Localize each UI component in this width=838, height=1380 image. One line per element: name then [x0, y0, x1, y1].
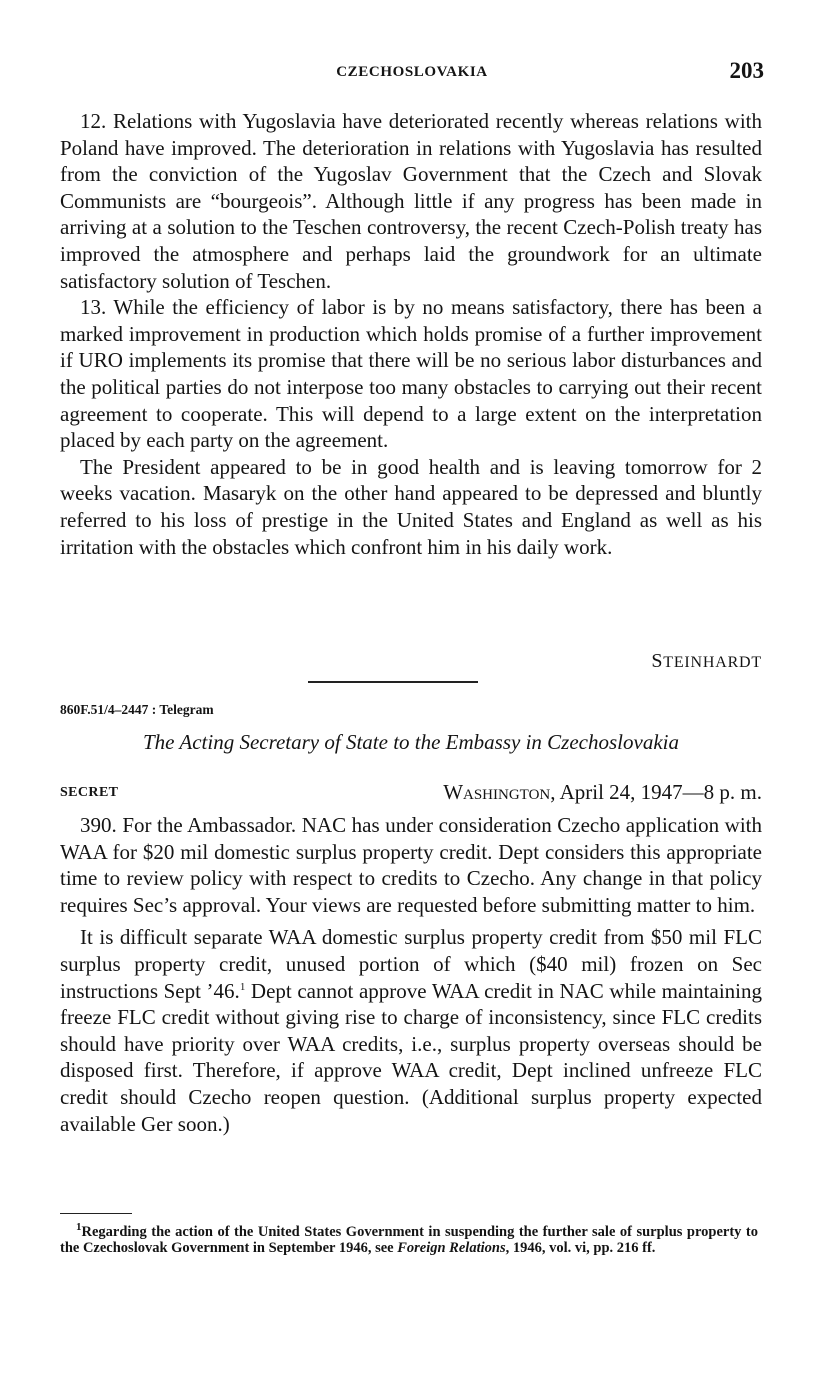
signature-rest: TEINHARDT — [663, 654, 762, 671]
paragraph-difficult-part2: Dept cannot approve WAA credit in NAC while maintaining freeze FLC credit without giving rise to charge of inconsistency, since FLC credits should have priority over WAA credits, i.e., surplus property overseas should be disposed first. Therefore, if approve WAA credit, Dept inclined unfreeze FLC credit should Czecho reopen question. (Additional surplus property expected available Ger soon.) — [60, 978, 762, 1136]
paragraph-12: 12. Relations with Yugoslavia have deteriorated recently whereas relations with Poland have improved. The deterioration in relations with Yugoslavia has resulted from the conviction of the Yugoslav Government that the Czech and Slovak Communists are “bourgeois”. Although little if any progress has been made in arriving at a solution to the Teschen controversy, the recent Czech-Polish treaty has improved the atmosphere and perhaps laid the groundwork for an ultimate satisfactory solution of Teschen. — [60, 109, 762, 293]
footnote — [60, 1221, 758, 1257]
body-text-bottom — [60, 812, 762, 1137]
document-title: The Acting Secretary of State to the Embassy in Czechoslovakia — [143, 730, 679, 754]
paragraph-difficult — [60, 924, 762, 1137]
running-head-title: CZECHOSLOVAKIA — [336, 64, 488, 80]
footnote-text — [60, 1221, 758, 1257]
file-number: 860F.51/4–2447 : Telegram — [60, 702, 214, 717]
running-head — [60, 58, 764, 92]
footnote-text-part1: Regarding the action of the United States Government in suspending the further sale of surplus property to the Czechoslovak Government in September 1946, see — [60, 1224, 758, 1257]
classification: SECRET — [60, 785, 119, 800]
section-divider — [308, 681, 478, 683]
place-date — [443, 780, 762, 805]
footnote-text-part2: , 1946, vol. vi, pp. 216 ff. — [505, 1240, 656, 1257]
page-number: 203 — [729, 58, 764, 83]
place: Washington — [443, 780, 551, 804]
signature-initial: S — [651, 650, 664, 672]
paragraph-390: 390. For the Ambassador. NAC has under consideration Czecho application with WAA for $20 mil domestic surplus property credit. Dept considers this appropriate time to review policy with respect to credits to Czecho. Any change in that policy requires Sec’s approval. Your views are requested before submitting matter to him. — [60, 813, 762, 917]
paragraph-president: The President appeared to be in good health and is leaving tomorrow for 2 weeks vacation. Masaryk on the other hand appeared to be depressed and bluntly referred to his loss of prestige in the United States and England as well as his irritation with the obstacles which confront him in his daily work. — [60, 454, 762, 559]
paragraph-difficult-part1: It is difficult separate WAA domestic surplus property credit from $50 mil FLC surplus property credit, unused portion of which ($40 mil) frozen on Sec instructions Sept ’46. — [60, 925, 762, 1003]
footnote-italic-reference: Foreign Relations — [397, 1240, 506, 1257]
footnote-rule — [60, 1213, 132, 1214]
footnote-reference[interactable]: 1 — [239, 980, 246, 993]
dateline — [60, 780, 762, 810]
signature — [651, 650, 762, 673]
paragraph-13: 13. While the efficiency of labor is by no means satisfactory, there has been a marked improvement in production which holds promise of a further improvement if URO implements its promise that there will be no serious labor disturbances and the political parties do not interpose too many obstacles to carrying out their recent agreement to cooperate. This will depend to a large extent on the interpretation placed by each party on the agreement. — [60, 295, 762, 453]
body-text-top — [60, 108, 762, 560]
footnote-marker: 1 — [76, 1221, 82, 1234]
date: , April 24, 1947—8 p. m. — [550, 780, 762, 804]
